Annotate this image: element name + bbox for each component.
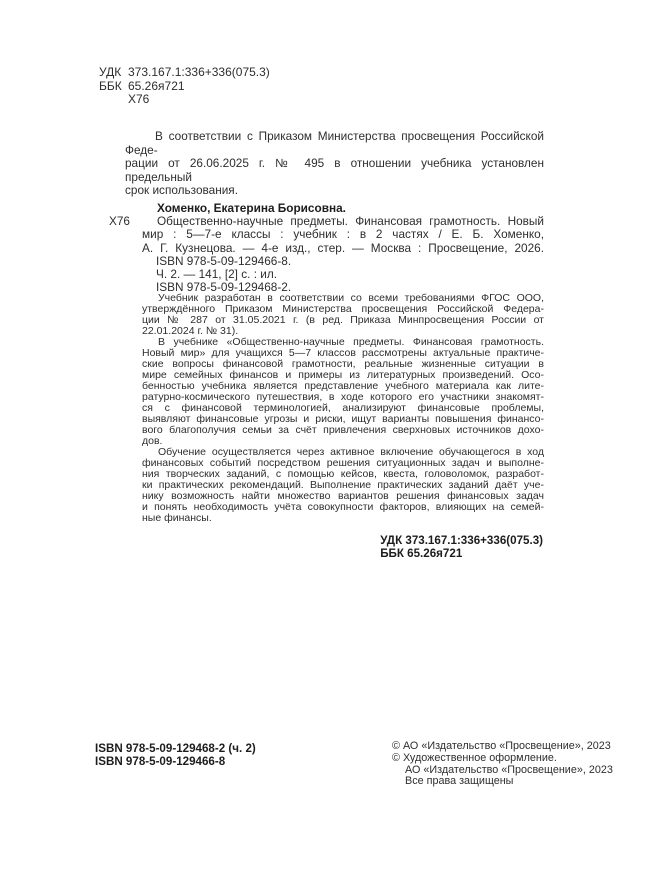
annotation-line: ные финансы.	[142, 512, 212, 524]
annotation-line: вого благополучия семьи за счёт привлечения сверхновых источников дохо-	[142, 424, 544, 436]
copyright-line: АО «Издательство «Просвещение», 2023	[405, 763, 613, 776]
copyright-line: Все права защищены	[405, 775, 514, 788]
annotation-line: Новый мир» для учащихся 5—7 классов рассмотрены актуальные практиче-	[142, 347, 544, 359]
annotation-line: ки практических рекомендаций. Выполнение практических заданий даёт уче-	[142, 479, 544, 491]
part-statement: Ч. 2. — 141, [2] с. : ил.	[156, 267, 277, 282]
author-name: Хоменко, Екатерина Борисовна.	[157, 201, 346, 215]
title-statement-line: Общественно-научные предметы. Финансовая грамотность. Новый	[157, 214, 544, 229]
annotation-line: нику возможность найти множество вариантов решения финансовых задач	[142, 490, 544, 502]
author-sign-marker: Х76	[109, 214, 130, 229]
title-statement-line: А. Г. Кузнецова. — 4-е изд., стер. — Москва : Просвещение, 2026.	[142, 240, 544, 255]
isbn-line: ISBN 978-5-09-129466-8.	[156, 253, 292, 268]
usage-restriction-notice	[125, 130, 544, 198]
isbn-line: ISBN 978-5-09-129466-8	[95, 755, 226, 768]
annotation-line: бенностью учебника является представление учебного материала как лите-	[142, 380, 544, 392]
bbk-line-bottom: ББК 65.26я721	[380, 546, 463, 560]
annotation-paragraph	[142, 293, 544, 337]
copyright-line: © Художественное оформление.	[392, 751, 557, 764]
footer-isbn-block	[95, 742, 256, 768]
annotation	[142, 293, 544, 524]
bbk-line	[99, 80, 270, 94]
copyright-block	[392, 741, 613, 788]
annotation-line: В учебнике «Общественно-научные предметы. Финансовая грамотность.	[158, 336, 544, 348]
notice-line: рации от 26.06.2025 г. № 495 в отношении учебника установлен предельный	[125, 156, 544, 184]
copyright-line: © АО «Издательство «Просвещение», 2023	[392, 740, 611, 752]
bbk-label: ББК	[99, 78, 122, 93]
annotation-line: утверждённого Приказом Министерства просвещения Российской Федера-	[142, 303, 544, 315]
notice-line: срок использования.	[125, 183, 238, 198]
udk-label: УДК	[99, 65, 122, 79]
annotation-line: ся с финансовой терминологией, анализируют финансовые проблемы,	[142, 402, 544, 414]
annotation-line: ские вопросы финансовой грамотности, реальные жизненные ситуации в	[142, 358, 544, 370]
bbk-value: 65.26я721	[128, 78, 185, 93]
annotation-paragraph	[142, 337, 544, 447]
annotation-line: финансовых событий посредством решения ситуационных задач и выполне-	[142, 457, 544, 469]
classification-codes-top	[99, 66, 270, 107]
author-sign: Х76	[128, 92, 150, 106]
annotation-line: ния творческих заданий, с помощью кейсов, квеста, головоломок, разработ-	[142, 468, 544, 480]
annotation-line: и понять необходимость учёта совокупности факторов, влияющих на семей-	[142, 501, 544, 513]
annotation-line: Учебник разработан в соответствии со всеми требованиями ФГОС ООО,	[158, 292, 544, 304]
author-sign-line	[99, 93, 270, 107]
annotation-line: 22.01.2024 г. № 31).	[142, 325, 239, 337]
title-statement-line: мир : 5—7-е классы : учебник : в 2 частях / Е. Б. Хоменко,	[142, 227, 544, 242]
udk-value: 373.167.1:336+336(075.3)	[128, 65, 270, 79]
udk-line	[99, 66, 270, 80]
annotation-line: выявляют финансовые угрозы и риски, ищут варианты повышения финансо-	[142, 413, 544, 425]
isbn-line: ISBN 978-5-09-129468-2 (ч. 2)	[95, 742, 256, 755]
empty-label	[99, 93, 128, 107]
annotation-paragraph	[142, 447, 544, 524]
annotation-line: ции № 287 от 31.05.2021 г. (в ред. Приказа Минпросвещения России от	[142, 314, 544, 326]
annotation-line: дов.	[142, 435, 163, 447]
notice-line: В соответствии с Приказом Министерства просвещения Российской Феде-	[125, 129, 544, 157]
udk-line-bottom: УДК 373.167.1:336+336(075.3)	[380, 534, 543, 547]
annotation-line: Обучение осуществляется через активное включение обучающегося в ход	[158, 446, 544, 458]
bibliographic-record	[109, 201, 544, 295]
annotation-line: ратурно-космического путешествия, в ходе которого его участники знакомят-	[142, 391, 544, 403]
classification-codes-bottom	[380, 535, 543, 560]
isbn-line: ISBN 978-5-09-129468-2.	[156, 280, 292, 295]
annotation-line: мире семейных финансов и примеры из литературных произведений. Осо-	[142, 369, 544, 381]
